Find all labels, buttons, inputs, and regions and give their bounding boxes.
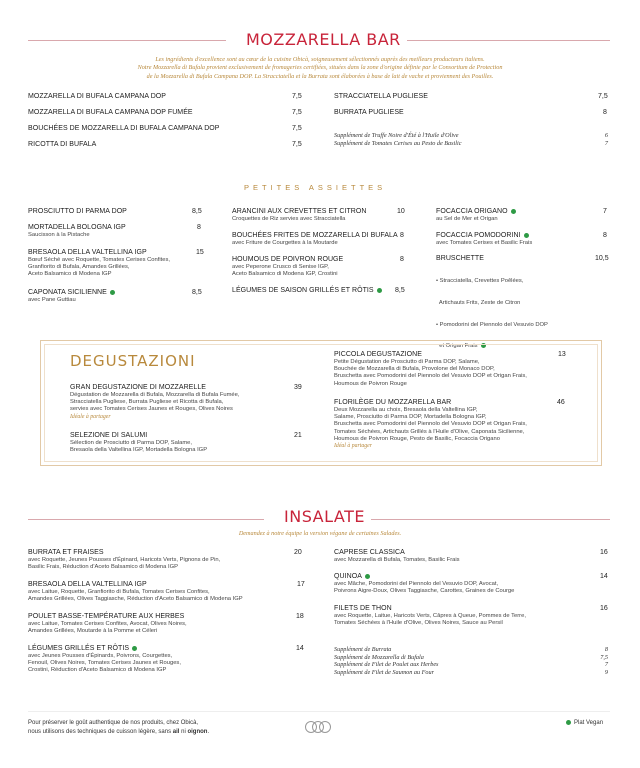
supplement-price: 7,5	[600, 653, 608, 661]
menu-item-name: RICOTTA DI BUFALA	[28, 141, 97, 148]
menu-item-name: BRUSCHETTE	[436, 255, 484, 262]
desc-line: Bœuf Séché avec Roquette, Tomates Cerises Confites,	[28, 257, 170, 263]
desc-line: Tomates Séchées à l'Huile d'Olive, Olives Noires, Sauce au Persil	[334, 620, 503, 627]
intro-line: Les ingrédients d'excellence sont au cœur de la cuisine Obicà, soigneusement sélectionnés auprès des meilleurs producteurs italiens.	[155, 56, 485, 63]
menu-item-desc	[28, 257, 170, 279]
supplement-price: 7	[604, 661, 608, 669]
menu-item-desc: avec Friture de Courgettes à la Moutarde	[232, 240, 338, 246]
desc-line: Salame, Prosciutto di Parma DOP, Mortadella Bologna IGP,	[334, 414, 487, 421]
intro-line: Notre Mozzarella di Bufala provient exclusivement de fromageries certifiées, situées dans la zone d'origine définie par le Consortium de Protection	[137, 64, 503, 72]
desc-line: Petite Dégustation de Prosciutto di Parma DOP, Salame,	[334, 359, 480, 365]
menu-item-name: PICCOLA DEGUSTAZIONE	[334, 351, 422, 358]
menu-item-price: 15	[196, 249, 204, 256]
section-title-degustazioni: DEGUSTAZIONI	[70, 352, 196, 370]
footer-text: ni	[179, 728, 188, 735]
menu-item-price: 14	[296, 645, 304, 652]
menu-item-price: 7,5	[292, 125, 302, 132]
intro-line: de la Mozzarella di Bufala Campana DOP. La Stracciatella et la Burrata sont élaborées à base de lait de vache et proviennent des Pouilles.	[146, 72, 494, 80]
desc-line: • Pomodorini del Piennolo del Vesuvio DOP	[436, 321, 548, 328]
desc-line: servies avec Tomates Cerises Jaunes et Rouges, Olives Noires	[70, 406, 233, 413]
desc-line: Houmous de Poivron Rouge, Pesto de Basilic, Focaccia Origano	[334, 435, 500, 442]
menu-item-name: SELEZIONE DI SALUMI	[70, 432, 148, 439]
item-label: LÉGUMES DE SAISON GRILLÉS ET RÔTIS	[232, 287, 374, 294]
menu-item-desc	[334, 407, 527, 450]
vegan-legend-label: Plat Vegan	[574, 720, 604, 726]
menu-item-price: 16	[600, 605, 608, 612]
footer-line: Pour préserver le goût authentique de nos produits, chez Obicà,	[28, 720, 199, 726]
footer-bold-oignon: oignon	[187, 728, 208, 735]
menu-item-name: MOZZARELLA DI BUFALA CAMPANA DOP	[28, 93, 167, 100]
desc-line: Stracciatella Pugliese, Burrata Pugliese et Ricotta di Bufala,	[70, 399, 224, 406]
item-label: CAPONATA SICILIENNE	[28, 289, 107, 296]
vegan-dot-icon	[377, 288, 382, 293]
menu-item-name: MORTADELLA BOLOGNA IGP	[28, 224, 126, 231]
menu-item-price: 20	[294, 549, 302, 556]
supplement-text: Supplément de Burrata	[334, 646, 392, 653]
menu-item-name: BRESAOLA DELLA VALTELLINA IGP	[28, 581, 147, 588]
mozzarella-intro	[40, 56, 600, 81]
supplement-price: 8	[604, 646, 608, 653]
desc-line: Granfiorito di Bufala, Amandes Grillées,	[28, 264, 130, 271]
desc-line: Bruschetta avec Pomodorini del Piennolo del Vesuvio DOP et Origan Frais,	[334, 373, 527, 380]
menu-item-price: 13	[558, 351, 566, 358]
desc-line: Aceto Balsamico di Modena IGP, Crostini	[232, 271, 338, 278]
menu-item-price: 8,5	[192, 208, 202, 215]
vegan-legend	[566, 719, 603, 728]
desc-line: Tomates Séchées, Artichauts Grillés à l'Huile d'Olive, Caponata Sicilienne,	[334, 428, 525, 435]
desc-line: Amandes Grillées, Olives Taggiasche, Réduction d'Aceto Balsamico di Modena IGP	[28, 596, 243, 603]
title-rule-left	[28, 40, 226, 41]
item-note: Idéale à partager	[70, 413, 111, 420]
insalate-intro: Demandez à notre équipe la version végane de certaines Salades.	[238, 530, 402, 537]
menu-item-name: CAPRESE CLASSICA	[334, 549, 405, 556]
desc-line: Sélection de Prosciutto di Parma DOP, Salame,	[70, 440, 193, 446]
menu-item-name: HOUMOUS DE POIVRON ROUGE	[232, 256, 344, 263]
item-note: Idéal à partager	[334, 443, 372, 450]
menu-item-desc	[70, 392, 240, 421]
supplement-list	[334, 646, 438, 676]
menu-item-name	[436, 208, 516, 215]
menu-item-name: BOUCHÉES FRITES DE MOZZARELLA DI BUFALA	[232, 232, 398, 239]
footer-line	[28, 728, 209, 737]
footer-note	[28, 719, 209, 736]
vegan-dot-icon	[365, 574, 370, 579]
section-title-petites-assiettes: PETITES ASSIETTES	[244, 183, 387, 192]
menu-item-price: 8	[400, 232, 404, 239]
desc-line: Houmous de Poivron Rouge	[334, 380, 407, 387]
menu-item-desc	[334, 581, 514, 595]
menu-item-desc	[28, 653, 181, 675]
menu-item-price: 10,5	[595, 255, 609, 262]
menu-item-desc	[28, 589, 243, 603]
footer-rule	[28, 711, 610, 712]
desc-line: Aceto Balsamico di Modena IGP	[28, 271, 112, 278]
desc-line: Deux Mozzarella au choix, Bresaola della Valtellina IGP,	[334, 407, 478, 413]
menu-item-name	[28, 289, 115, 296]
supplement-text: Supplément de Filet de Saumon au Four	[334, 668, 435, 676]
menu-item-name	[28, 645, 137, 652]
title-rule-right	[360, 519, 610, 520]
supplement-prices	[590, 646, 608, 676]
menu-item-desc	[70, 440, 207, 454]
vegan-dot-icon	[524, 233, 529, 238]
menu-item-name: POULET BASSE-TEMPÉRATURE AUX HERBES	[28, 613, 185, 620]
menu-item-desc: avec Tomates Cerises et Basilic Frais	[436, 240, 533, 246]
menu-item-name	[436, 232, 529, 239]
supplement-price: 6	[604, 132, 608, 139]
menu-item-price: 7	[603, 208, 607, 215]
menu-item-price: 46	[557, 399, 565, 406]
item-label: FOCACCIA POMODORINI	[436, 232, 521, 239]
supplement-price: 9	[604, 668, 608, 676]
desc-line: avec Laitue, Roquette, Granfiorito di Bufala, Tomates Cerises Confites,	[28, 589, 210, 595]
desc-line: avec Laitue, Tomates Cerises Confites, Avocat, Olives Noires,	[28, 621, 187, 627]
menu-item-price: 18	[296, 613, 304, 620]
desc-line: Dégustation de Mozzarella di Bufala, Mozzarella di Bufala Fumée,	[70, 392, 240, 398]
desc-line: Bresaola della Valtellina IGP, Mortadella Bologna IGP	[70, 447, 208, 454]
desc-line: avec Mâche, Pomodorini del Piennolo del Vesuvio DOP, Avocat,	[334, 581, 499, 587]
menu-item-price: 8,5	[395, 287, 405, 294]
menu-item-name: FILETS DE THON	[334, 605, 392, 612]
menu-item-desc: au Sel de Mer et Origan	[436, 216, 498, 222]
obica-logo-icon	[304, 720, 332, 734]
supplement-text: Supplément de Mozzarella di Bufala	[334, 653, 424, 661]
menu-item-desc	[28, 557, 220, 571]
desc-line: Bouchée de Mozzarella di Bufala, Provolone del Monaco DOP,	[334, 366, 495, 373]
menu-item-desc	[232, 264, 338, 278]
menu-item-name: MOZZARELLA DI BUFALA CAMPANA DOP FUMÉE	[28, 109, 193, 116]
desc-line: avec Roquette, Laitue, Haricots Verts, Câpres à Queue, Pommes de Terre,	[334, 613, 526, 619]
vegan-dot-icon	[110, 290, 115, 295]
menu-item-price: 21	[294, 432, 302, 439]
menu-item-name: GRAN DEGUSTAZIONE DI MOZZARELLE	[70, 384, 206, 391]
item-label: LÉGUMES GRILLÉS ET RÔTIS	[28, 645, 130, 652]
menu-item-price: 8	[400, 256, 404, 263]
desc-line: avec Roquette, Jeunes Pousses d'Épinard, Haricots Verts, Pignons de Pin,	[28, 557, 221, 563]
menu-item-desc: avec Pane Guttiau	[28, 297, 76, 303]
menu-item-price: 7,5	[292, 109, 302, 116]
menu-item-price: 7,5	[292, 141, 302, 148]
supplement-price: 7	[604, 140, 608, 147]
menu-item-desc	[334, 613, 526, 627]
footer-text: nous utilisons des techniques de cuisson légère, sans	[28, 728, 173, 735]
desc-text: et Origan Frais	[436, 343, 478, 350]
supplement-text: Supplément de Truffe Noire d'Été à l'Huile d'Olive	[334, 132, 459, 139]
menu-item-desc	[28, 621, 187, 635]
menu-item-price: 7,5	[598, 93, 608, 100]
desc-line: Fenouil, Olives Noires, Tomates Cerises Jaunes et Rouges,	[28, 660, 181, 667]
footer-bold-ail: ail	[172, 728, 180, 735]
desc-line: Artichauts Frits, Zeste de Citron	[436, 300, 521, 307]
menu-item-price: 16	[600, 549, 608, 556]
menu-item-name: BURRATA ET FRAISES	[28, 549, 104, 556]
menu-item-price: 10	[397, 208, 405, 215]
menu-item-name	[334, 573, 370, 580]
menu-item-price: 39	[294, 384, 302, 391]
menu-item-name	[232, 287, 382, 294]
section-title-mozzarella-bar: MOZZARELLA BAR	[240, 30, 407, 49]
menu-item-price: 8	[603, 109, 607, 116]
supplement-text: Supplément de Tomates Cerises au Pesto de Basilic	[334, 140, 462, 147]
menu-item-desc	[334, 359, 527, 388]
menu-item-price: 7,5	[292, 93, 302, 100]
footer-text: .	[207, 728, 210, 735]
section-title-insalate: INSALATE	[278, 507, 371, 526]
menu-item-price: 14	[600, 573, 608, 580]
menu-item-name: BRESAOLA DELLA VALTELLINA IGP	[28, 249, 147, 256]
desc-line: Basilic Frais, Réduction d'Aceto Balsamico di Modena IGP	[28, 564, 178, 571]
menu-item-name: PROSCIUTTO DI PARMA DOP	[28, 208, 127, 215]
desc-line: • Stracciatella, Crevettes Poêlées,	[436, 278, 524, 285]
menu-item-name: ARANCINI AUX CREVETTES ET CITRON	[232, 208, 367, 215]
vegan-dot-icon	[511, 209, 516, 214]
item-label: FOCACCIA ORIGANO	[436, 208, 508, 215]
item-label: QUINOA	[334, 573, 362, 580]
menu-item-name: BOUCHÉES DE MOZZARELLA DI BUFALA CAMPANA DOP	[28, 125, 220, 132]
menu-item-name: STRACCIATELLA PUGLIESE	[334, 93, 428, 100]
menu-item-price: 17	[297, 581, 305, 588]
vegan-dot-icon	[132, 646, 137, 651]
menu-item-price: 8	[603, 232, 607, 239]
desc-line: Crostini, Réduction d'Aceto Balsamico di Modena IGP	[28, 667, 167, 674]
title-rule-right	[392, 40, 610, 41]
desc-line: Bruschetta avec Pomodorini del Piennolo del Vesuvio DOP et Origan Frais,	[334, 421, 527, 428]
desc-line: Amandes Grillées, Moutarde à la Pomme et Céleri	[28, 628, 158, 635]
menu-item-desc: Croquettes de Riz servies avec Stracciatella	[232, 216, 346, 222]
menu-item-desc: Saucisson à la Pistache	[28, 232, 90, 238]
menu-item-price: 8,5	[192, 289, 202, 296]
title-rule-left	[28, 519, 264, 520]
supplement-text: Supplément de Filet de Poulet aux Herbes	[334, 661, 439, 669]
desc-line: avec Peperone Crusco di Senise IGP,	[232, 264, 329, 270]
desc-line: avec Jeunes Pousses d'Épinards, Poivrons, Courgettes,	[28, 653, 173, 659]
menu-item-desc: avec Mozzarella di Bufala, Tomates, Basilic Frais	[334, 557, 460, 563]
menu-item-name: BURRATA PUGLIESE	[334, 109, 404, 116]
desc-line: Poivrons Aigre-Doux, Olives Taggiasche, Carottes, Graines de Courge	[334, 588, 515, 595]
vegan-dot-icon	[566, 720, 571, 725]
menu-item-price: 8	[197, 224, 201, 231]
menu-item-name: FLORILÈGE DU MOZZARELLA BAR	[334, 399, 452, 406]
